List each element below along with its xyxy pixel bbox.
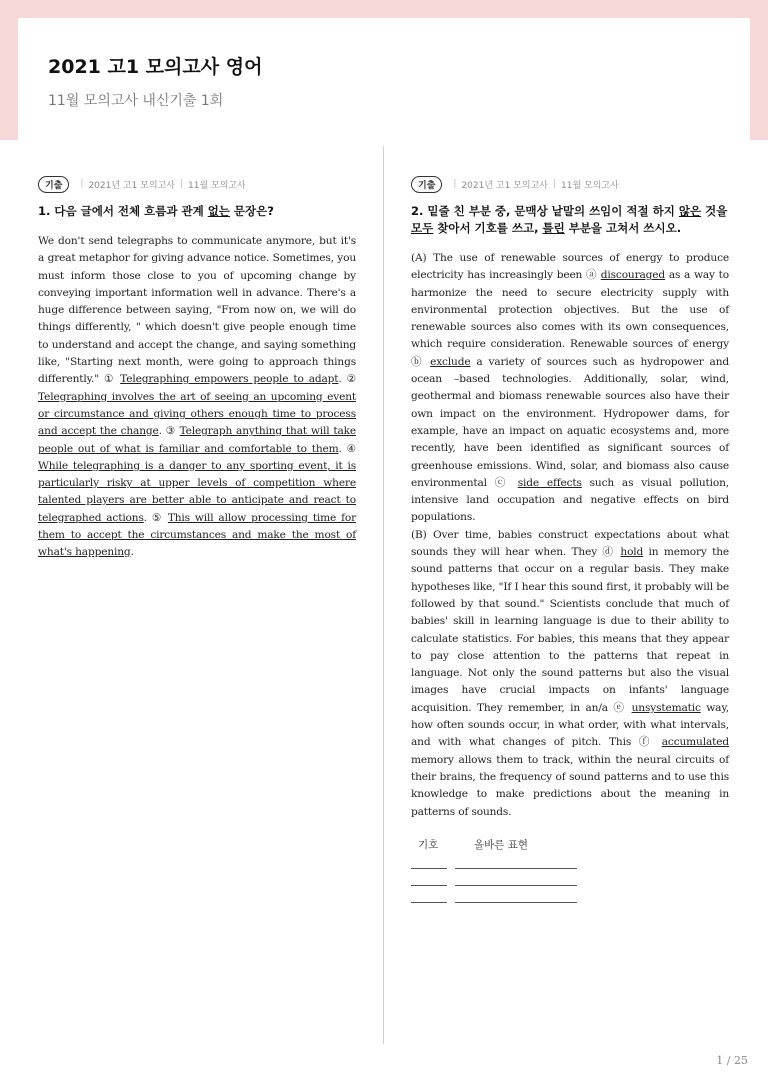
passage-text: as a way to harmonize the need to secure electricity supply with environmental protection objectives. But the use of renewable sources also comes with its own consequences, which require consideration. Renewable sources of energy ⓑ — [411, 269, 729, 368]
question-2-passage — [411, 250, 729, 821]
page-subtitle: 11월 모의고사 내신기출 1회 — [48, 93, 224, 109]
passage-text: memory allows them to track, within the neural circuits of their brains, the frequency of sound patterns and to use this knowledge to make predictions about the meaning in patterns of sounds. — [411, 753, 729, 818]
underlined-word-c: side effects — [517, 476, 582, 489]
passage-text: such as visual pollution, intensive land occupation and negative effects on bird populations. — [411, 476, 729, 524]
title-underlined: 않은 — [678, 204, 702, 218]
source-month: 11월 모의고사 — [561, 180, 619, 191]
underlined-word-a: discouraged — [600, 269, 666, 282]
title-text: 1. 다음 글에서 전체 흐름과 관계 — [38, 204, 208, 218]
underlined-word-b: exclude — [430, 355, 471, 368]
answer-row[interactable] — [411, 891, 729, 903]
answer-expression-blank[interactable] — [455, 885, 577, 886]
meta-separator: | — [80, 179, 84, 189]
passage-text: (B) Over time, babies construct expectations about what sounds they will hear when. They ⓓ — [411, 528, 729, 559]
title-text: 것을 — [701, 204, 728, 218]
question-1 — [38, 175, 356, 562]
paragraph-b — [411, 527, 729, 821]
choice-sentence-1: Telegraphing empowers people to adapt — [120, 373, 339, 386]
answer-symbol-label: 기호 — [418, 838, 439, 851]
title-text: 문장은? — [229, 204, 274, 218]
source-year: 2021년 고1 모의고사 — [88, 180, 175, 191]
passage-text: . ③ — [158, 425, 180, 438]
answer-row[interactable] — [411, 857, 729, 869]
answer-expression-label: 올바른 표현 — [474, 838, 529, 851]
title-underlined: 모두 — [411, 221, 434, 235]
answer-symbol-blank[interactable] — [411, 902, 447, 903]
question-2-meta — [411, 175, 729, 193]
choice-sentence-4: While telegraphing is a danger to any sporting event, it is particularly risky at upper levels of competition where talented players are better able to anticipate and react to telegraphed actions — [38, 459, 356, 524]
meta-separator: | — [179, 179, 184, 189]
column-divider — [383, 146, 384, 1044]
choice-sentence-2: Telegraphing involves the art of seeing an upcoming event or circumstance and giving others enough time to process and accept the change — [38, 390, 356, 438]
meta-separator: | — [453, 179, 457, 189]
question-1-meta — [38, 175, 356, 193]
question-1-title — [38, 203, 356, 220]
title-underlined: 틀린 — [542, 221, 565, 235]
paragraph-a — [411, 250, 729, 527]
choice-sentence-5: This will allow processing time for them to accept the circumstances and make the most of what's happening — [38, 511, 357, 559]
header-card — [18, 18, 750, 140]
passage-text: . ⑤ — [143, 511, 168, 524]
passage-text: . ④ — [338, 442, 356, 455]
source-month: 11월 모의고사 — [188, 180, 246, 191]
meta-separator: | — [552, 179, 557, 189]
answer-symbol-blank[interactable] — [411, 885, 447, 886]
passage-text: . ② — [338, 373, 356, 386]
passage-text: in memory the sound patterns that occur on a regular basis. They make hypotheses like, "If I hear this sound first, it probably will be followed by that sound." Scientists conclude that much of babies' skill in learning language is due to their ability to calculate statistics. For babies, this means that they appear to pay close attention to the patterns that repeat in language. Not only the sound patterns but also the visual images have crucial impacts on infants' language acquisition. They remember, in an/a ⓔ — [411, 546, 729, 714]
source-badge: 기출 — [411, 176, 442, 193]
title-text: 찾아서 기호를 쓰고, — [433, 221, 543, 235]
title-text: 2. 밑줄 친 부분 중, 문맥상 낱말의 쓰임이 적절 하지 — [411, 204, 679, 218]
question-2 — [411, 175, 729, 903]
source-badge: 기출 — [38, 176, 69, 193]
choice-sentence-3: Telegraph anything that will take people out of what is familiar and comfortable to them — [38, 425, 356, 455]
passage-text: We don't send telegraphs to communicate anymore, but it's a great metaphor for giving advance notice. Sometimes, you must inform those close to you of upcoming change by conveying important information well in advance. There's a huge difference between saying, "From now on, we will do things differently, " which doesn't give people enough time to understand and accept the change, and saying something like, "Starting next month, were going to approach things differently." ① — [38, 235, 356, 386]
passage-text: a variety of sources such as hydropower and ocean –based technologies. Additionally, solar, wind, geothermal and biomass renewable sources also have their own impact on the environment. Hydropower dams, for example, have an impact on aquatic ecosystems and, more recently, have been identified as significant sources of greenhouse emissions. Wind, solar, and biomass also cause environmental ⓒ — [411, 355, 729, 489]
passage-text: way, how often sounds occur, in what order, with what intervals, and with what changes of pitch. This ⓕ — [411, 701, 729, 749]
page-title: 2021 고1 모의고사 영어 — [48, 56, 263, 78]
answer-expression-blank[interactable] — [455, 868, 577, 869]
underlined-word-f: accumulated — [661, 736, 729, 749]
source-year: 2021년 고1 모의고사 — [461, 180, 548, 191]
underlined-word-d: hold — [620, 546, 644, 559]
passage-text: (A) The use of renewable sources of energy to produce electricity has increasingly been ⓐ — [411, 252, 729, 282]
question-1-passage — [38, 233, 356, 562]
question-2-title — [411, 203, 729, 237]
title-underlined: 없는 — [207, 204, 230, 218]
answer-header — [411, 837, 729, 852]
passage-text: . — [130, 546, 134, 559]
answer-symbol-blank[interactable] — [411, 868, 447, 869]
answer-row[interactable] — [411, 874, 729, 886]
answer-expression-blank[interactable] — [455, 902, 577, 903]
underlined-word-e: unsystematic — [631, 701, 701, 714]
title-text: 부분을 고쳐서 쓰시오. — [564, 221, 682, 235]
page-number: 1 / 25 — [716, 1054, 748, 1067]
